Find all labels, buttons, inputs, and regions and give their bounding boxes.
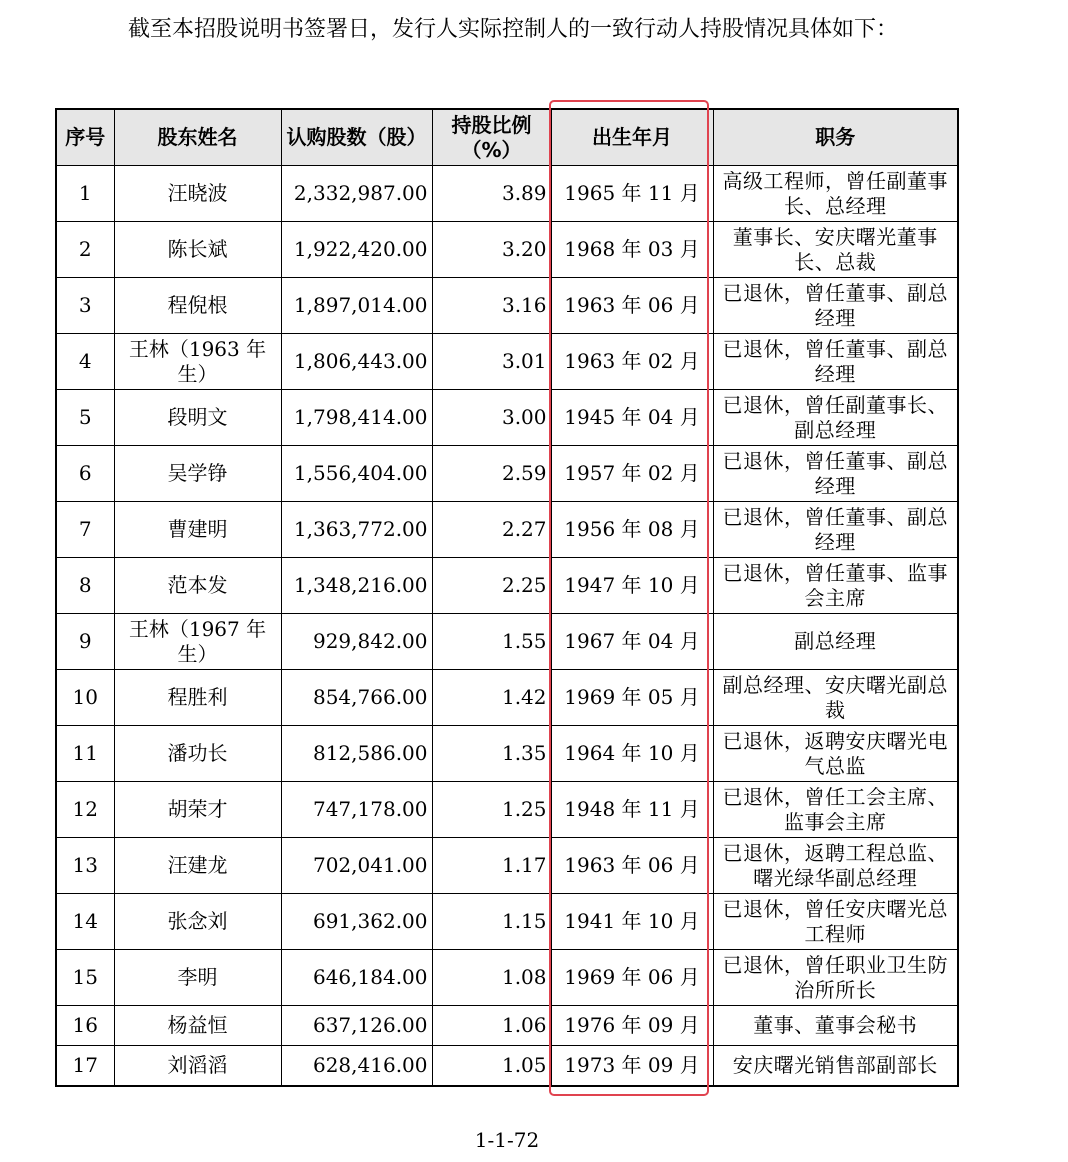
cell-name: 范本发 — [114, 558, 281, 614]
table-row — [56, 334, 958, 390]
cell-no: 15 — [56, 950, 114, 1006]
cell-post: 已退休，曾任董事、副总经理 — [713, 446, 958, 502]
header-name: 股东姓名 — [114, 109, 281, 166]
intro-paragraph: 截至本招股说明书签署日，发行人实际控制人的一致行动人持股情况具体如下： — [128, 17, 899, 42]
cell-no: 2 — [56, 222, 114, 278]
cell-birth: 1968 年 03 月 — [551, 222, 713, 278]
cell-no: 13 — [56, 838, 114, 894]
cell-name: 王林（1967 年生） — [114, 614, 281, 670]
cell-ratio: 1.25 — [432, 782, 551, 838]
cell-name: 王林（1963 年生） — [114, 334, 281, 390]
table-row — [56, 1006, 958, 1046]
cell-birth: 1965 年 11 月 — [551, 166, 713, 222]
table-row — [56, 782, 958, 838]
header-post: 职务 — [713, 109, 958, 166]
cell-post: 已退休，返聘安庆曙光电气总监 — [713, 726, 958, 782]
cell-birth: 1963 年 02 月 — [551, 334, 713, 390]
header-birth: 出生年月 — [551, 109, 713, 166]
cell-birth: 1941 年 10 月 — [551, 894, 713, 950]
cell-birth: 1964 年 10 月 — [551, 726, 713, 782]
cell-post: 副总经理、安庆曙光副总裁 — [713, 670, 958, 726]
cell-shares: 1,556,404.00 — [281, 446, 432, 502]
cell-birth: 1956 年 08 月 — [551, 502, 713, 558]
table-row — [56, 726, 958, 782]
cell-name: 汪建龙 — [114, 838, 281, 894]
cell-no: 14 — [56, 894, 114, 950]
table-header-row — [56, 109, 958, 166]
cell-no: 16 — [56, 1006, 114, 1046]
cell-birth: 1969 年 06 月 — [551, 950, 713, 1006]
table-row — [56, 894, 958, 950]
cell-post: 已退休，曾任职业卫生防治所所长 — [713, 950, 958, 1006]
cell-birth: 1967 年 04 月 — [551, 614, 713, 670]
page-number: 1-1-72 — [474, 1128, 540, 1152]
cell-ratio: 3.01 — [432, 334, 551, 390]
cell-name: 张念刘 — [114, 894, 281, 950]
cell-birth: 1963 年 06 月 — [551, 278, 713, 334]
cell-no: 9 — [56, 614, 114, 670]
cell-post: 已退休，曾任董事、副总经理 — [713, 334, 958, 390]
cell-ratio: 2.25 — [432, 558, 551, 614]
cell-post: 副总经理 — [713, 614, 958, 670]
cell-no: 3 — [56, 278, 114, 334]
cell-shares: 702,041.00 — [281, 838, 432, 894]
header-shares: 认购股数（股） — [281, 109, 432, 166]
table-row — [56, 166, 958, 222]
table-row — [56, 950, 958, 1006]
cell-no: 12 — [56, 782, 114, 838]
cell-post: 已退休，曾任副董事长、副总经理 — [713, 390, 958, 446]
cell-name: 刘滔滔 — [114, 1046, 281, 1087]
cell-birth: 1957 年 02 月 — [551, 446, 713, 502]
cell-birth: 1947 年 10 月 — [551, 558, 713, 614]
cell-shares: 812,586.00 — [281, 726, 432, 782]
cell-post: 已退休，曾任安庆曙光总工程师 — [713, 894, 958, 950]
cell-shares: 2,332,987.00 — [281, 166, 432, 222]
cell-name: 杨益恒 — [114, 1006, 281, 1046]
cell-post: 高级工程师，曾任副董事长、总经理 — [713, 166, 958, 222]
cell-shares: 1,798,414.00 — [281, 390, 432, 446]
cell-ratio: 1.06 — [432, 1006, 551, 1046]
cell-shares: 628,416.00 — [281, 1046, 432, 1087]
table-row — [56, 390, 958, 446]
cell-ratio: 1.17 — [432, 838, 551, 894]
cell-birth: 1963 年 06 月 — [551, 838, 713, 894]
cell-no: 11 — [56, 726, 114, 782]
cell-birth: 1973 年 09 月 — [551, 1046, 713, 1087]
cell-name: 程胜利 — [114, 670, 281, 726]
cell-birth: 1945 年 04 月 — [551, 390, 713, 446]
cell-ratio: 2.59 — [432, 446, 551, 502]
table-row — [56, 614, 958, 670]
cell-no: 8 — [56, 558, 114, 614]
cell-no: 5 — [56, 390, 114, 446]
cell-name: 程倪根 — [114, 278, 281, 334]
cell-shares: 1,922,420.00 — [281, 222, 432, 278]
cell-name: 陈长斌 — [114, 222, 281, 278]
cell-post: 董事长、安庆曙光董事长、总裁 — [713, 222, 958, 278]
cell-post: 已退休，曾任董事、副总经理 — [713, 502, 958, 558]
cell-name: 李明 — [114, 950, 281, 1006]
shareholder-table — [55, 108, 959, 1087]
cell-ratio: 2.27 — [432, 502, 551, 558]
cell-no: 10 — [56, 670, 114, 726]
cell-no: 4 — [56, 334, 114, 390]
cell-post: 已退休，曾任董事、副总经理 — [713, 278, 958, 334]
table-row — [56, 502, 958, 558]
table-body — [56, 166, 958, 1087]
cell-no: 1 — [56, 166, 114, 222]
header-ratio: 持股比例（%） — [432, 109, 551, 166]
cell-name: 段明文 — [114, 390, 281, 446]
cell-shares: 929,842.00 — [281, 614, 432, 670]
cell-post: 董事、董事会秘书 — [713, 1006, 958, 1046]
table-row — [56, 670, 958, 726]
cell-no: 17 — [56, 1046, 114, 1087]
cell-post: 已退休，曾任工会主席、监事会主席 — [713, 782, 958, 838]
cell-post: 已退休，返聘工程总监、曙光绿华副总经理 — [713, 838, 958, 894]
cell-shares: 854,766.00 — [281, 670, 432, 726]
table-row — [56, 838, 958, 894]
cell-ratio: 1.42 — [432, 670, 551, 726]
cell-ratio: 1.55 — [432, 614, 551, 670]
cell-birth: 1969 年 05 月 — [551, 670, 713, 726]
cell-shares: 691,362.00 — [281, 894, 432, 950]
cell-no: 7 — [56, 502, 114, 558]
cell-ratio: 3.00 — [432, 390, 551, 446]
cell-ratio: 1.05 — [432, 1046, 551, 1087]
cell-name: 胡荣才 — [114, 782, 281, 838]
cell-post: 已退休，曾任董事、监事会主席 — [713, 558, 958, 614]
table-row — [56, 278, 958, 334]
cell-name: 吴学铮 — [114, 446, 281, 502]
table-row — [56, 558, 958, 614]
cell-shares: 1,363,772.00 — [281, 502, 432, 558]
cell-shares: 646,184.00 — [281, 950, 432, 1006]
cell-shares: 1,897,014.00 — [281, 278, 432, 334]
cell-shares: 747,178.00 — [281, 782, 432, 838]
cell-no: 6 — [56, 446, 114, 502]
cell-birth: 1976 年 09 月 — [551, 1006, 713, 1046]
cell-ratio: 1.08 — [432, 950, 551, 1006]
cell-name: 汪晓波 — [114, 166, 281, 222]
cell-shares: 637,126.00 — [281, 1006, 432, 1046]
table-row — [56, 446, 958, 502]
table-row — [56, 222, 958, 278]
cell-ratio: 1.15 — [432, 894, 551, 950]
cell-ratio: 3.20 — [432, 222, 551, 278]
cell-shares: 1,348,216.00 — [281, 558, 432, 614]
cell-name: 潘功长 — [114, 726, 281, 782]
cell-ratio: 3.16 — [432, 278, 551, 334]
cell-birth: 1948 年 11 月 — [551, 782, 713, 838]
table-row — [56, 1046, 958, 1087]
header-no: 序号 — [56, 109, 114, 166]
cell-name: 曹建明 — [114, 502, 281, 558]
cell-post: 安庆曙光销售部副部长 — [713, 1046, 958, 1087]
cell-shares: 1,806,443.00 — [281, 334, 432, 390]
cell-ratio: 3.89 — [432, 166, 551, 222]
cell-ratio: 1.35 — [432, 726, 551, 782]
